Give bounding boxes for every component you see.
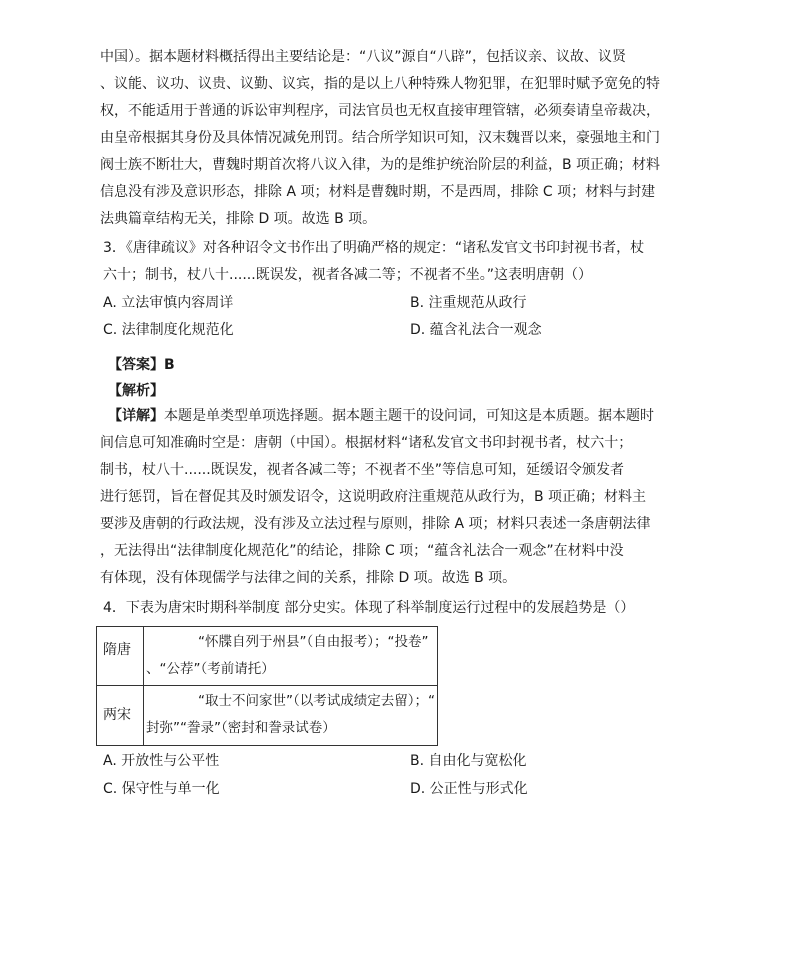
question-3-option-c: C. 法律制度化规范化: [103, 322, 234, 338]
question-4-option-b: B. 自由化与宽松化: [410, 753, 527, 769]
table-row: [97, 686, 438, 746]
table-cell-line: “取士不问家世”（以考试成绩定去留）；“: [198, 693, 435, 709]
text-line: 中国）。据本题材料概括得出主要结论是：“八议”源自“八辟”，包括议亲、议故、议贤: [100, 49, 627, 65]
question-3-option-d: D. 蕴含礼法合一观念: [410, 322, 542, 338]
text-line: 进行惩罚，旨在督促其及时颁发诏令，这说明政府注重规范从政行为，B 项正确；材料主: [100, 489, 647, 505]
detail-label: 【详解】: [108, 408, 164, 424]
question-3-stem: [103, 235, 703, 289]
table-cell-era: 两宋: [97, 686, 144, 746]
table-cell-content: [144, 627, 438, 686]
text-line: 信息没有涉及意识形态，排除 A 项；材料是曹魏时期，不是西周，排除 C 项；材料与封建: [100, 184, 656, 200]
table-cell-content: [144, 686, 438, 746]
text-line: 要涉及唐朝的行政法规，没有涉及立法过程与原则，排除 A 项；材料只表述一条唐朝法律: [100, 516, 651, 532]
text-line: 有体现，没有体现儒学与法律之间的关系，排除 D 项。故选 B 项。: [100, 570, 517, 586]
table-cell-line: 、“公荐”（考前请托）: [146, 661, 275, 677]
history-table: [96, 626, 438, 746]
question-4-option-d: D. 公正性与形式化: [410, 781, 528, 797]
text-line: 阀士族不断壮大，曹魏时期首次将八议入律，为的是维护统治阶层的利益，B 项正确；材料: [100, 157, 661, 173]
previous-explanation: [100, 44, 700, 233]
text-line: 六十；制书，杖八十......既误发，视者各减二等；不视者不坐。”这表明唐朝（）: [103, 267, 592, 283]
table-cell-line: “怀牒自列于州县”（自由报考）；“投卷”: [198, 634, 429, 650]
text-line: 由皇帝根据其身份及具体情况减免刑罚。结合所学知识可知，汉末魏晋以来，豪强地主和门: [100, 130, 660, 146]
text-line: [100, 403, 700, 430]
analysis-label: 【解析】: [108, 383, 164, 399]
text-line: 3．《唐律疏议》对各种诏令文书作出了明确严格的规定：“诸私发官文书印封视书者，杖: [103, 240, 645, 256]
answer-label: 【答案】B: [108, 357, 175, 373]
question-3-option-a: A. 立法审慎内容周详: [103, 295, 234, 311]
text-line: 4．下表为唐宋时期科举制度 部分史实。体现了科举制度运行过程中的发展趋势是（）: [103, 600, 635, 616]
text-line: 法典篇章结构无关，排除 D 项。故选 B 项。: [100, 211, 377, 227]
text-line: 、议能、议功、议贵、议勤、议宾，指的是以上八种特殊人物犯罪，在犯罪时赋予宽免的特: [100, 76, 660, 92]
table-row: [97, 627, 438, 686]
text-line: ，无法得出“法律制度化规范化”的结论，排除 C 项；“蕴含礼法合一观念”在材料中没: [100, 543, 624, 559]
question-4-option-c: C. 保守性与单一化: [103, 781, 220, 797]
question-3-option-b: B. 注重规范从政行: [410, 295, 527, 311]
text-line: 制书，杖八十......既误发，视者各减二等；不视者不坐”等信息可知，延缓诏令颁发者: [100, 462, 624, 478]
table-cell-era: 隋唐: [97, 627, 144, 686]
question-4-option-a: A. 开放性与公平性: [103, 753, 220, 769]
question-4-stem: [103, 595, 703, 622]
table-cell-line: 封弥”“誊录”（密封和誊录试卷）: [146, 720, 336, 736]
text-line: 权，不能适用于普通的诉讼审判程序，司法官员也无权直接审理管辖，必须奏请皇帝裁决，: [100, 103, 660, 119]
question-3-detail: [100, 403, 700, 592]
text-line: 间信息可知准确时空是：唐朝（中国）。根据材料“诸私发官文书印封视书者，杖六十；: [100, 435, 633, 451]
detail-text: 本题是单类型单项选择题。据本题主题干的设问词，可知这是本质题。据本题时: [164, 408, 654, 424]
